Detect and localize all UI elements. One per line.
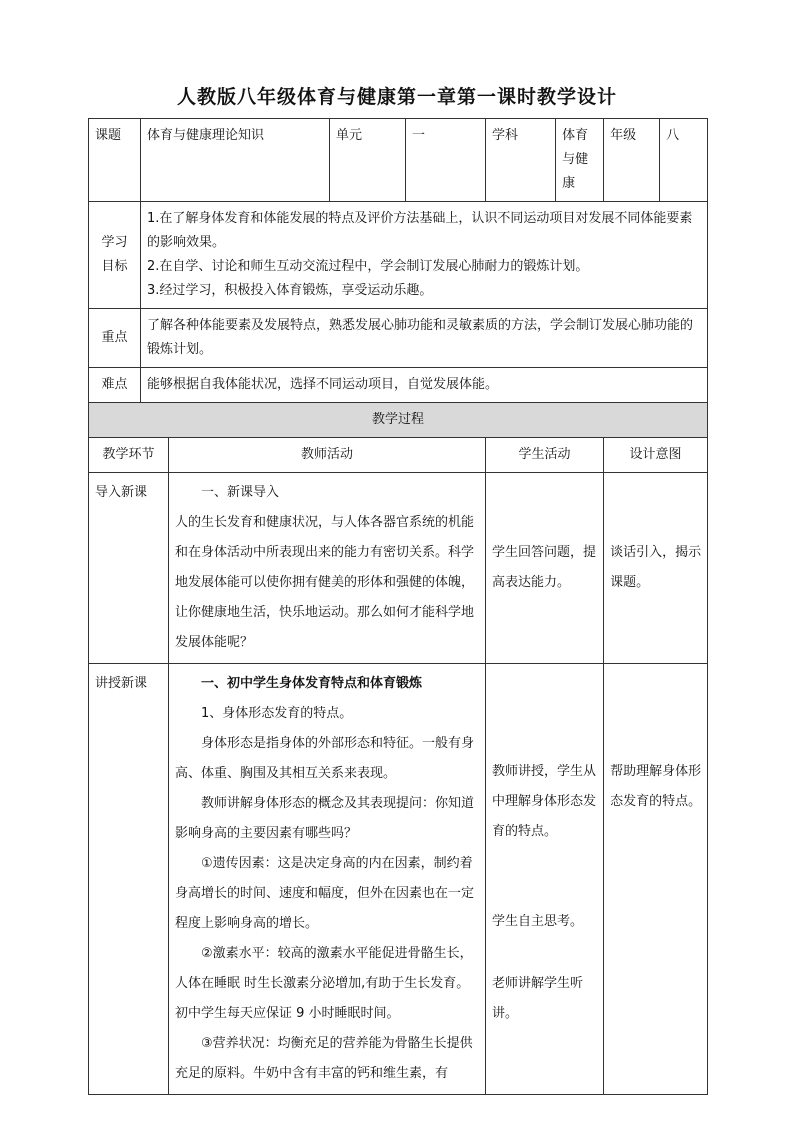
grade-label: 年级 [604, 119, 660, 202]
difficulty-text: 能够根据自我体能状况，选择不同运动项目，自觉发展体能。 [141, 368, 708, 403]
goals-label-1: 学习 [101, 235, 128, 250]
difficulty-label: 难点 [89, 368, 141, 403]
lecture-paragraph: 教师讲解身体形态的概念及其表现提问：你知道影响身高的主要因素有哪些吗？ [175, 796, 475, 841]
lecture-heading: 一、初中学生身体发育特点和体育锻炼 [201, 676, 423, 691]
intro-stage: 导入新课 [89, 473, 169, 664]
subject-value: 体育与健康 [556, 119, 604, 202]
process-header-row [89, 403, 708, 438]
lecture-row [89, 664, 708, 1095]
lecture-paragraph: ①遗传因素：这是决定身高的内在因素，制约着身高增长的时间、速度和幅度，但外在因素也在一定程度上影响身高的增长。 [175, 856, 475, 931]
goals-row [89, 202, 708, 309]
goals-label [89, 202, 141, 309]
goals-content [141, 202, 708, 309]
subject-label: 学科 [486, 119, 556, 202]
unit-label: 单元 [330, 119, 406, 202]
lecture-student-1: 教师讲授，学生从中理解身体形态发育的特点。 [492, 764, 597, 839]
intro-teacher [169, 473, 486, 664]
key-points-text: 了解各种体能要素及发展特点，熟悉发展心肺功能和灵敏素质的方法，学会制订发展心肺功能的锻炼计划。 [141, 309, 708, 368]
intro-intent: 谈话引入，揭示课题。 [604, 473, 708, 664]
goals-label-2: 目标 [101, 259, 128, 274]
goal-item: 1.在了解身体发育和体能发展的特点及评价方法基础上，认识不同运动项目对发展不同体能要素的影响效果。 [147, 211, 693, 250]
topic-label: 课题 [89, 119, 141, 202]
column-student: 学生活动 [486, 438, 604, 473]
goal-item: 2.在自学、讨论和师生互动交流过程中，学会制订发展心肺耐力的锻炼计划。 [147, 259, 589, 274]
key-points-row [89, 309, 708, 368]
grade-value: 八 [660, 119, 708, 202]
column-intent: 设计意图 [604, 438, 708, 473]
intro-row [89, 473, 708, 664]
lecture-subheading: 1、身体形态发育的特点。 [201, 706, 353, 721]
intro-heading: 一、新课导入 [201, 485, 280, 500]
page-title: 人教版八年级体育与健康第一章第一课时教学设计 [176, 86, 617, 108]
lecture-paragraph: 身体形态是指身体的外部形态和特征。一般有身高、体重、胸围及其相互关系来表现。 [175, 736, 475, 781]
lecture-paragraph: ③营养状况：均衡充足的营养能为骨骼生长提供充足的原料。牛奶中含有丰富的钙和维生素，有 [175, 1036, 473, 1081]
info-row [89, 119, 708, 202]
lecture-student-2: 学生自主思考。 [492, 914, 584, 929]
column-stage: 教学环节 [89, 438, 169, 473]
process-columns-row [89, 438, 708, 473]
lecture-intent-text: 帮助理解身体形态发育的特点。 [610, 764, 702, 809]
key-points-label: 重点 [89, 309, 141, 368]
process-header: 教学过程 [89, 403, 708, 438]
lecture-paragraph: ②激素水平：较高的激素水平能促进骨骼生长，人体在睡眠 时生长激素分泌增加,有助于生长发育。初中学生每天应保证 9 小时睡眠时间。 [175, 946, 473, 1021]
intro-student: 学生回答问题，提高表达能力。 [486, 473, 604, 664]
intro-teacher-text: 人的生长发育和健康状况，与人体各器官系统的机能和在身体活动中所表现出来的能力有密切关系。科学地发展体能可以使你拥有健美的形体和强健的体魄，让你健康地生活，快乐地运动。那么如何才能科学地发展体能呢？ [175, 515, 475, 650]
topic-value: 体育与健康理论知识 [141, 119, 330, 202]
difficulty-row [89, 368, 708, 403]
lecture-intent [604, 664, 708, 1095]
unit-value: 一 [406, 119, 486, 202]
lecture-student-3: 老师讲解学生听讲。 [492, 976, 584, 1021]
goal-item: 3.经过学习，积极投入体育锻炼，享受运动乐趣。 [147, 283, 433, 298]
lecture-student [486, 664, 604, 1095]
lesson-plan-table [88, 118, 708, 1095]
lecture-stage: 讲授新课 [89, 664, 169, 1095]
lecture-teacher [169, 664, 486, 1095]
column-teacher: 教师活动 [169, 438, 486, 473]
